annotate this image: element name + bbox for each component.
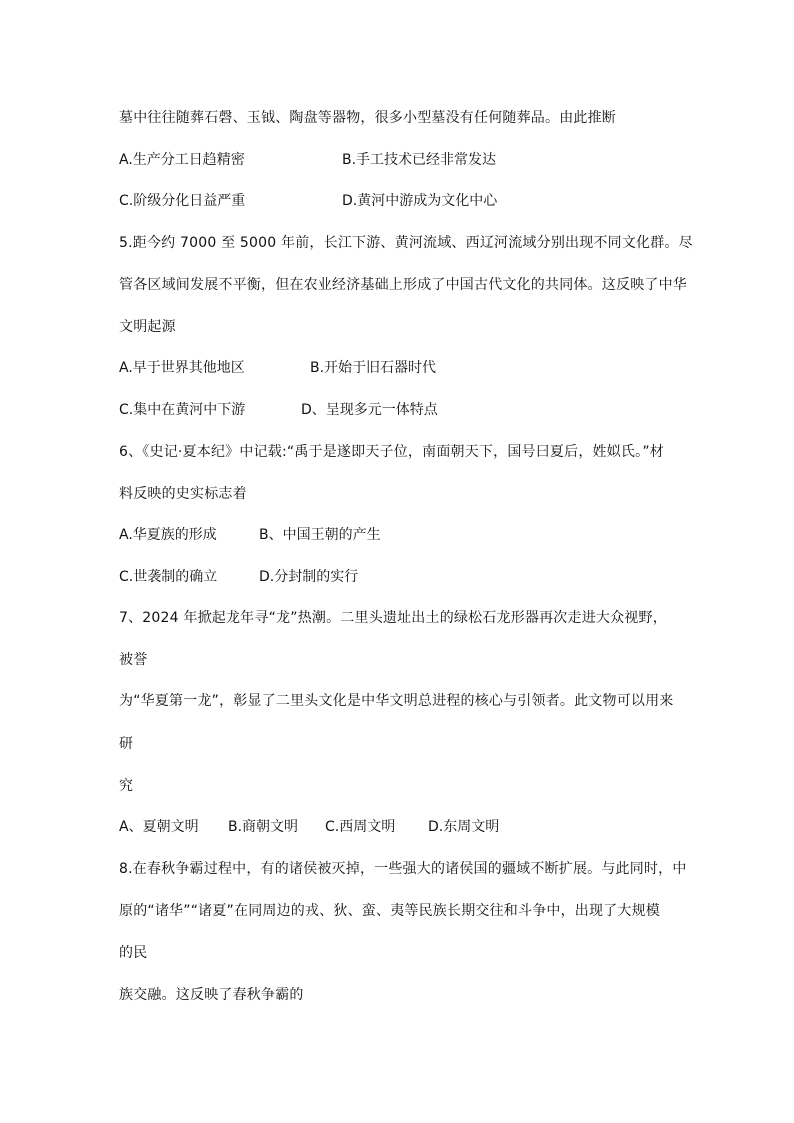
- q5-option-a: A.早于世界其他地区: [119, 360, 245, 376]
- q4-option-c: C.阶级分化日益严重: [119, 193, 246, 209]
- q7-option-a: A、夏朝文明: [119, 819, 199, 835]
- q8-stem-line-1: 8.在春秋争霸过程中，有的诸侯被灭掉，一些强大的诸侯国的疆域不断扩展。与此同时，中: [119, 861, 687, 877]
- q7-option-d: D.东周文明: [428, 819, 500, 835]
- q6-option-a: A.华夏族的形成: [119, 527, 217, 543]
- q5-stem-line-1: 5.距今约 7000 至 5000 年前，长江下游、黄河流域、西辽河流域分别出现不同文化群。尽: [119, 235, 693, 251]
- q5-stem-line-2: 管各区域间发展不平衡，但在农业经济基础上形成了中国古代文化的共同体。这反映了中华: [119, 277, 687, 293]
- q5-option-c: C.集中在黄河中下游: [119, 402, 246, 418]
- q4-option-b: B.手工技术已经非常发达: [342, 152, 497, 168]
- q5-stem-line-3: 文明起源: [119, 319, 176, 335]
- q6-stem-line-1: 6、《史记·夏本纪》中记载:“禹于是遂即天子位，南面朝天下，国号曰夏后，姓姒氏。”材: [119, 444, 664, 460]
- q4-option-d: D.黄河中游成为文化中心: [342, 193, 498, 209]
- q5-option-b: B.开始于旧石器时代: [310, 360, 437, 376]
- q4-stem-continuation: 墓中往往随葬石磬、玉钺、陶盘等器物，很多小型墓没有任何随葬品。由此推断: [119, 110, 616, 126]
- q4-option-a: A.生产分工日趋精密: [119, 152, 245, 168]
- q7-option-c: C.西周文明: [325, 819, 396, 835]
- q8-stem-line-4: 族交融。这反映了春秋争霸的: [119, 987, 304, 1003]
- q7-stem-line-1: 7、2024 年掀起龙年寻“龙”热潮。二里头遗址出土的绿松石龙形器再次走进大众视野，: [119, 610, 667, 626]
- q7-stem-line-4: 研: [119, 736, 134, 752]
- q7-stem-line-2: 被誉: [119, 652, 148, 668]
- q6-stem-line-2: 料反映的史实标志着: [119, 486, 247, 502]
- q5-option-d: D、呈现多元一体特点: [301, 402, 438, 418]
- q7-stem-line-5: 究: [119, 778, 134, 794]
- q7-stem-line-3: 为“华夏第一龙”，彰显了二里头文化是中华文明总进程的核心与引领者。此文物可以用来: [119, 693, 674, 709]
- q6-option-b: B、中国王朝的产生: [259, 527, 381, 543]
- q8-stem-line-3: 的民: [119, 945, 148, 961]
- q8-stem-line-2: 原的“诸华”“诸夏”在同周边的戎、狄、蛮、夷等民族长期交往和斗争中，出现了大规模: [119, 903, 661, 919]
- q6-option-d: D.分封制的实行: [259, 569, 359, 585]
- q6-option-c: C.世袭制的确立: [119, 569, 218, 585]
- q7-option-b: B.商朝文明: [228, 819, 299, 835]
